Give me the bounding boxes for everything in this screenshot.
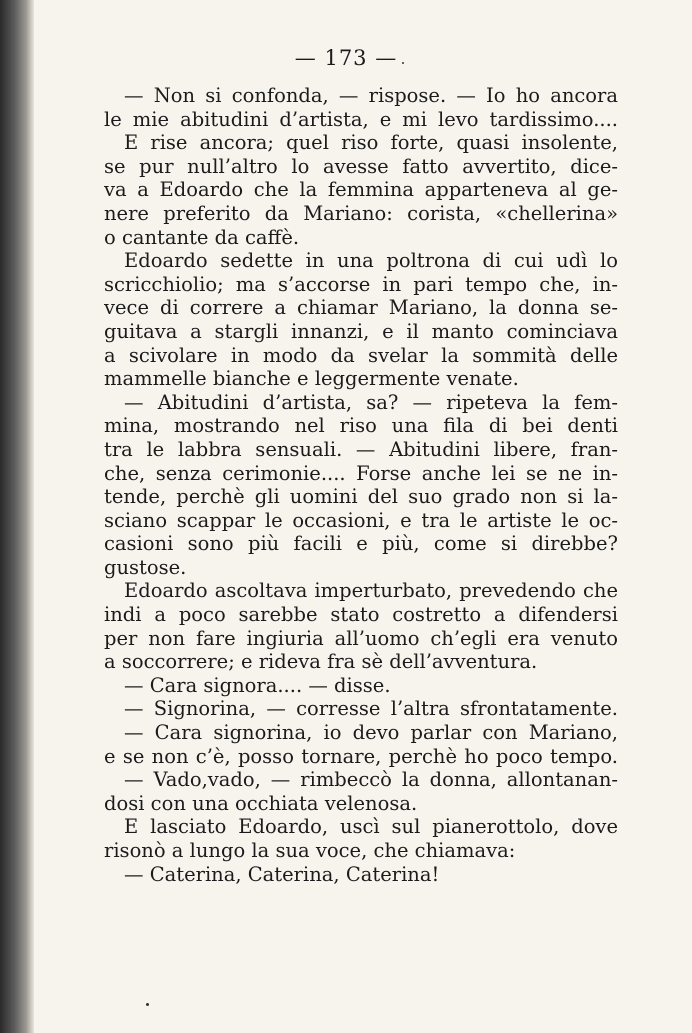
- text-line: nere preferito da Mariano: corista, «chellerina»: [104, 201, 618, 225]
- text-line: Edoardo sedette in una poltrona di cui udì lo: [124, 249, 618, 273]
- text-line: — Cara signora.... — disse.: [124, 673, 391, 697]
- text-line: indi a poco sarebbe stato costretto a difendersi: [104, 603, 618, 627]
- text-line: gustose.: [104, 555, 187, 579]
- text-line: — Cara signorina, io devo parlar con Mariano,: [124, 721, 618, 745]
- text-line: le mie abitudini d’artista, e mi levo tardissimo....: [104, 107, 618, 131]
- text-line: o cantante da caffè.: [104, 225, 300, 249]
- ink-speck: [402, 62, 404, 64]
- text-line: scricchiolio; ma s’accorse in pari tempo che, in-: [104, 272, 618, 296]
- text-line: a soccorrere; e rideva fra sè dell’avventura.: [104, 650, 538, 674]
- text-line: dosi con una occhiata velenosa.: [104, 791, 418, 815]
- text-line: E rise ancora; quel riso forte, quasi insolente,: [124, 131, 618, 155]
- text-line: per non fare ingiuria all’uomo ch’egli era venuto: [104, 626, 618, 650]
- text-line: guitava a stargli innanzi, e il manto cominciava: [104, 319, 618, 343]
- text-line: tende, perchè gli uomini del suo grado non si la-: [104, 485, 618, 509]
- text-line: Edoardo ascoltava imperturbato, prevedendo che: [124, 579, 618, 603]
- text-line: che, senza cerimonie.... Forse anche lei se ne in-: [104, 461, 618, 485]
- text-line: risonò a lungo la sua voce, che chiamava:: [104, 839, 516, 862]
- text-line: tra le labbra sensuali. — Abitudini libere, fran-: [104, 437, 618, 461]
- page-binding-edge: [0, 0, 34, 1033]
- text-line: — Signorina, — corresse l’altra sfrontatamente.: [124, 697, 618, 721]
- text-line: — Abitudini d’artista, sa? — ripeteva la fem-: [124, 390, 618, 414]
- text-line: vece di correre a chiamar Mariano, la donna se-: [104, 296, 618, 320]
- page-number: — 173 —: [294, 46, 398, 70]
- text-line: se pur null’altro lo avesse fatto avvertito, dice-: [104, 154, 618, 178]
- body-text: [104, 84, 618, 886]
- ink-speck: [146, 1003, 149, 1006]
- text-line: mammelle bianche e leggermente venate.: [104, 367, 519, 391]
- text-line: a scivolare in modo da svelar la sommità delle: [104, 343, 618, 367]
- text-line: mina, mostrando nel riso una fila di bei denti: [104, 414, 618, 438]
- text-line: va a Edoardo che la femmina apparteneva al ge-: [104, 178, 618, 202]
- text-line: e se non c’è, posso tornare, perchè ho poco tempo.: [104, 744, 618, 768]
- text-line: sciano scappar le occasioni, e tra le artiste le oc-: [104, 508, 618, 532]
- text-line: — Vado,vado, — rimbeccò la donna, allontanan-: [124, 768, 618, 792]
- text-line: — Non si confonda, — rispose. — Io ho ancora: [124, 84, 618, 107]
- text-line: E lasciato Edoardo, uscì sul pianerottolo, dove: [124, 815, 618, 839]
- text-line: — Caterina, Caterina, Caterina!: [124, 862, 440, 886]
- text-line: casioni sono più facili e più, come si direbbe?: [104, 532, 618, 556]
